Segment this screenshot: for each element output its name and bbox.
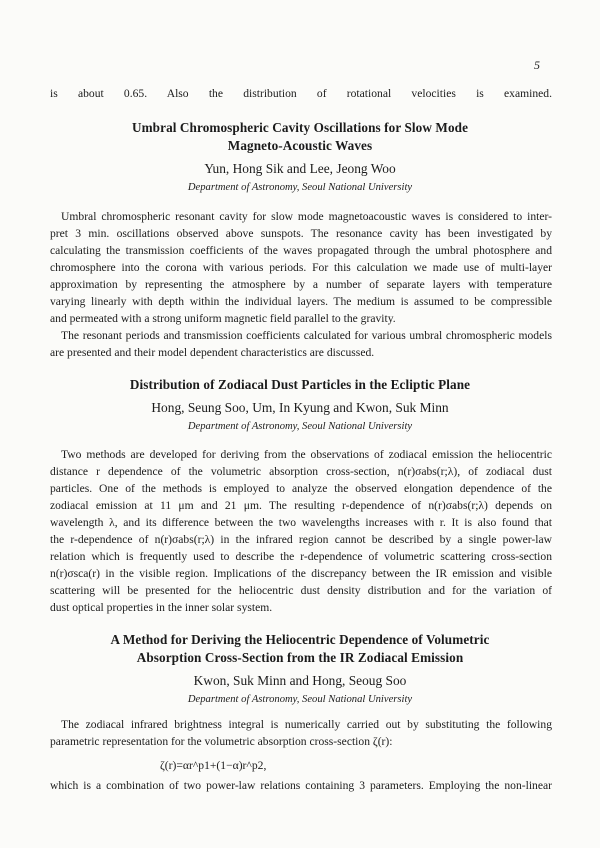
- abstract2-line: Two methods are developed for deriving from the observations of zodiacal emission the heliocentric: [61, 448, 552, 461]
- abstract1-line: approximation by representing the atmosphere by a number of separate layers with temperature: [50, 278, 552, 291]
- abstract3-title-line-2: Absorption Cross-Section from the IR Zodiacal Emission: [136, 650, 464, 665]
- abstract2-line: the r-dependence of n(r)σabs(r;λ) in the infrared region cannot be described by a single power-law: [50, 533, 552, 546]
- abstract3-line: The zodiacal infrared brightness integral is numerically carried out by substituting the following: [61, 718, 552, 731]
- abstract1-line: are presented and their model dependent characteristics are discussed.: [50, 346, 375, 359]
- abstract2-authors: Hong, Seung Soo, Um, In Kyung and Kwon, Suk Minn: [151, 400, 449, 415]
- abstract1-affiliation: Department of Astronomy, Seoul National University: [187, 182, 413, 193]
- abstract1-line: and permeated with a strong uniform magnetic field parallel to the gravity.: [50, 312, 396, 325]
- abstract3-equation: ζ(r)=αr^p1+(1−α)r^p2,: [160, 759, 267, 772]
- abstract2-affiliation: Department of Astronomy, Seoul National University: [187, 421, 413, 432]
- abstract2-line: particles. One of the methods is employed to analyze the observed elongation dependence of the: [50, 482, 552, 495]
- abstract2-title: Distribution of Zodiacal Dust Particles in the Ecliptic Plane: [129, 377, 471, 392]
- abstract2-line: dust optical properties in the inner solar system.: [50, 601, 273, 614]
- abstract3-affiliation: Department of Astronomy, Seoul National University: [187, 694, 413, 705]
- abstract3-line: which is a combination of two power-law relations containing 3 parameters. Employing the non-linear: [50, 779, 552, 792]
- abstract1-line: calculating the transmission coefficients of the waves propagated through the umbral photosphere and: [50, 244, 552, 257]
- intro-line: is about 0.65. Also the distribution of rotational velocities is examined.: [50, 87, 552, 100]
- abstract3-authors: Kwon, Suk Minn and Hong, Seoug Soo: [193, 673, 407, 688]
- abstract2-line: relation which is frequently used to describe the r-dependence of volumetric scattering cross-section: [50, 550, 552, 563]
- page-number: 5: [534, 58, 540, 72]
- abstract1-line: varying linearly with depth within the individual layers. The medium is assumed to be compressible: [50, 295, 552, 308]
- abstract2-line: zodiacal emission at 11 μm and 21 μm. The resulting r-dependence of n(r)σabs(r;λ) depends on: [50, 499, 552, 512]
- abstract1-line: Umbral chromospheric resonant cavity for slow mode magnetoacoustic waves is considered to inter-: [61, 210, 552, 223]
- abstract2-line: scattering will be presented for the heliocentric dust density distribution and for the variation of: [50, 584, 552, 597]
- abstract3-title-line-1: A Method for Deriving the Heliocentric Dependence of Volumetric: [110, 632, 490, 647]
- abstract2-line: distance r dependence of the volumetric absorption cross-section, n(r)σabs(r;λ), of zodiacal dust: [50, 465, 552, 478]
- abstract1-title-line-1: Umbral Chromospheric Cavity Oscillations for Slow Mode: [131, 120, 469, 135]
- abstract2-line: n(r)σsca(r) in the visible region. Implications of the discrepancy between the IR emission and visible: [50, 567, 552, 580]
- abstract1-line: The resonant periods and transmission coefficients calculated for various umbral chromospheric models: [61, 329, 552, 342]
- abstract1-authors: Yun, Hong Sik and Lee, Jeong Woo: [204, 161, 396, 176]
- abstract1-line: chromosphere into the corona with various periods. For this calculation we made use of multi-layer: [50, 261, 552, 274]
- abstract1-title-line-2: Magneto-Acoustic Waves: [227, 138, 373, 153]
- abstract3-line: parametric representation for the volumetric absorption cross-section ζ(r):: [50, 735, 393, 748]
- abstract1-line: pret 3 min. oscillations observed above sunspots. The resonance cavity has been investigated by: [50, 227, 552, 240]
- abstract2-line: wavelength λ, and its difference between the two wavelengths increases with r. It is also found that: [50, 516, 552, 529]
